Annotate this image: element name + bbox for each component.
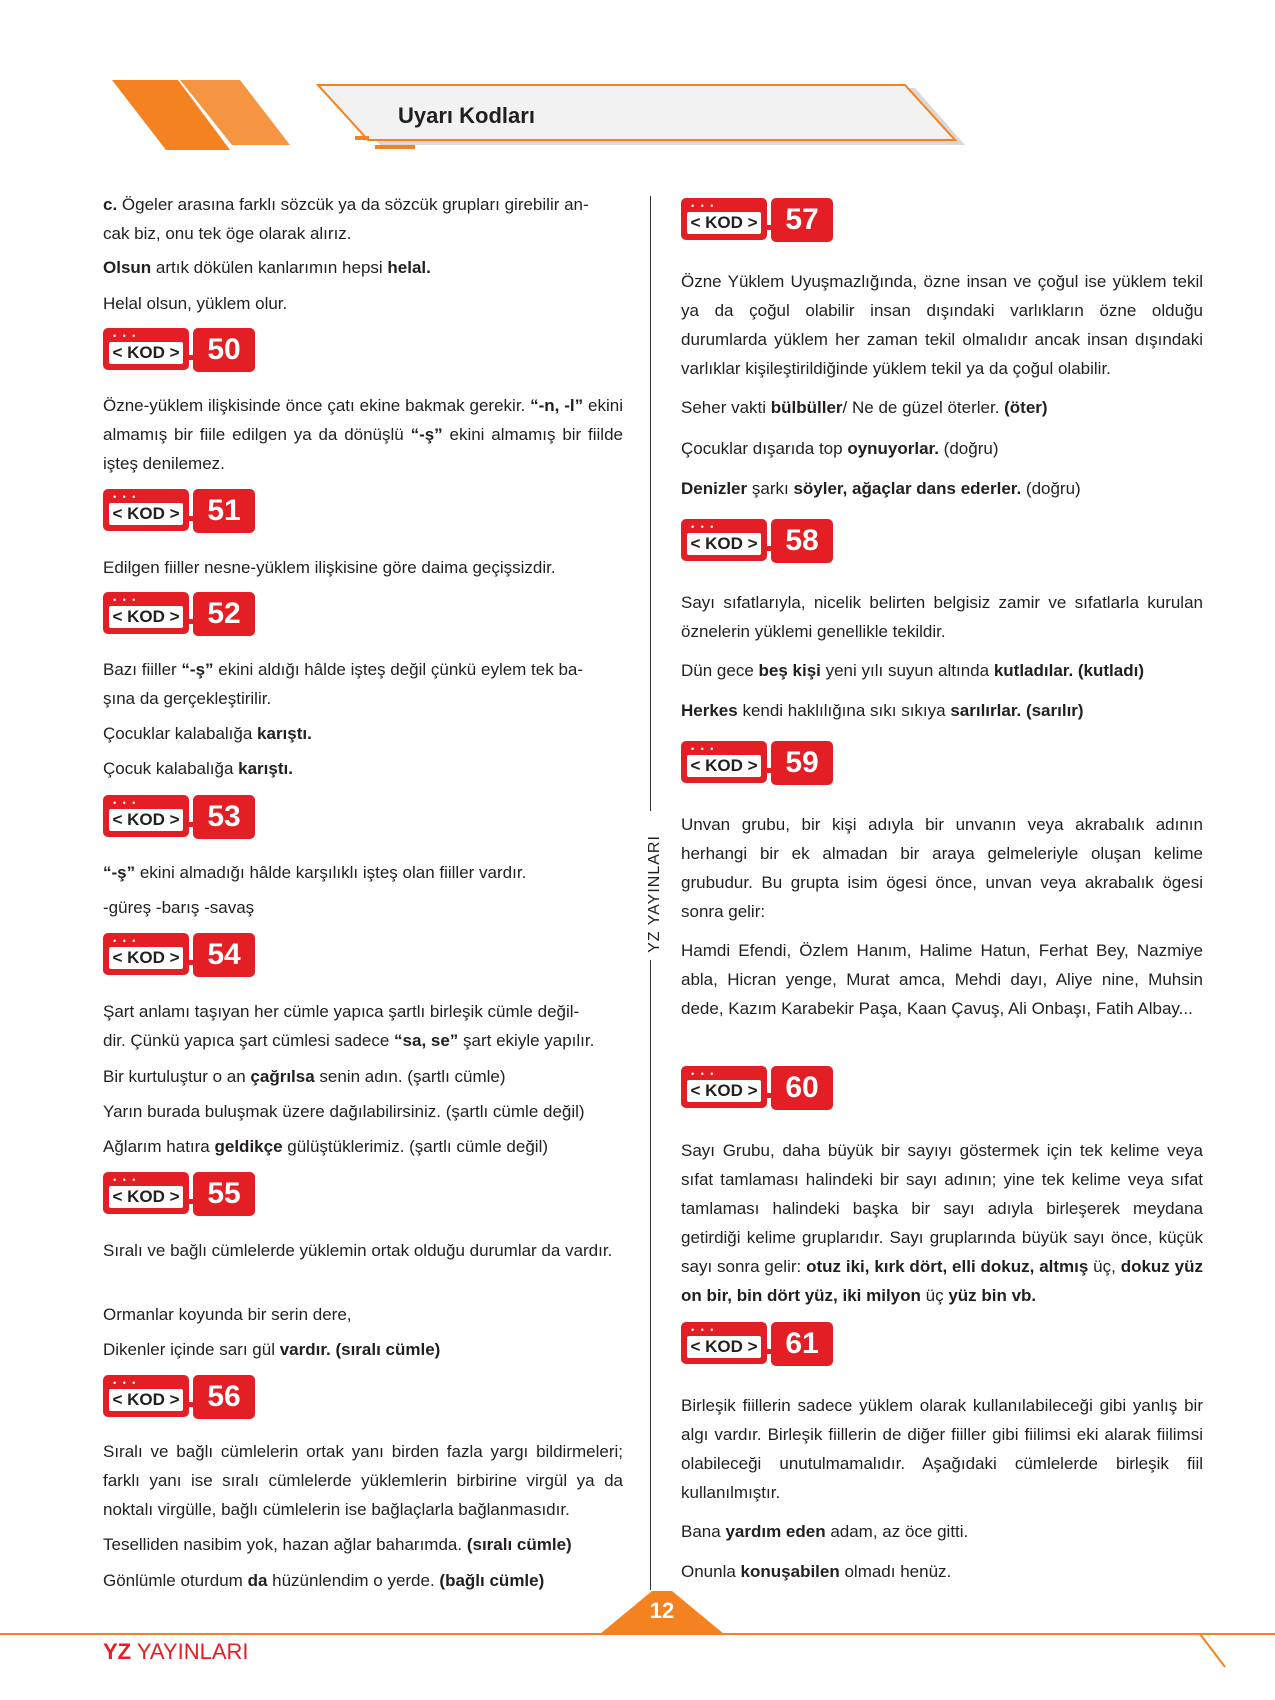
- left-p12: Bir kurtuluştur o an çağrılsa senin adın. (şartlı cümle): [103, 1067, 506, 1086]
- kod-label: < KOD >: [109, 503, 183, 525]
- kod-badge-56: • • • < KOD > 56: [103, 1375, 273, 1421]
- kod-badge-53: • • • < KOD > 53: [103, 795, 273, 841]
- left-p13: Yarın burada buluşmak üzere dağılabilirsiniz. (şartlı cümle değil): [103, 1102, 585, 1121]
- right-p1: Özne Yüklem Uyuşmazlığında, özne insan ve çoğul ise yüklem tekil ya da çoğul olabilir insan dışındaki varlıkların özne olduğu durumlarda yüklem her zaman tekil olmalıdır ancak insan dışındaki varlıklar kişileştirildiğinde yüklem tekil ya da çoğul olabilir.: [681, 272, 1203, 378]
- right-p7: Herkes kendi haklılığına sıkı sıkıya sarılırlar. (sarılır): [681, 701, 1084, 720]
- kod-number: 53: [193, 795, 255, 839]
- kod-number: 51: [193, 489, 255, 533]
- side-label: YZ YAYINLARI: [646, 835, 663, 953]
- left-p14: Ağlarım hatıra geldikçe gülüştüklerimiz. (şartlı cümle değil): [103, 1137, 549, 1156]
- kod-number: 54: [193, 933, 255, 977]
- left-p5: Edilgen fiiller nesne-yüklem ilişkisine göre daima geçişsizdir.: [103, 558, 556, 577]
- right-p2: Seher vakti bülbüller/ Ne de güzel öterler. (öter): [681, 398, 1048, 417]
- kod-number: 61: [771, 1322, 833, 1366]
- right-p11: Birleşik fiillerin sadece yüklem olarak kullanılabileceği gibi yanlış bir algı vardır. Birleşik fiillerin de diğer fiiller gibi fiilimsi eki alarak fiilimsi olabileceği unutulmamalıdır. Aşağıdaki cümlelerde birleşik fiil kullanılmıştır.: [681, 1396, 1203, 1502]
- left-p16: Ormanlar koyunda bir serin dere,: [103, 1305, 352, 1324]
- kod-badge-52: • • • < KOD > 52: [103, 592, 273, 638]
- left-p19: Teselliden nasibim yok, hazan ağlar baharımda. (sıralı cümle): [103, 1535, 572, 1554]
- right-p13: Onunla konuşabilen olmadı henüz.: [681, 1562, 952, 1581]
- column-divider-bottom: [650, 960, 651, 1590]
- right-p12: Bana yardım eden adam, az öce gitti.: [681, 1522, 969, 1541]
- kod-badge-61: • • • < KOD > 61: [681, 1322, 851, 1368]
- page-title: Uyarı Kodları: [398, 103, 535, 128]
- kod-label: < KOD >: [687, 1336, 761, 1358]
- right-p10: Sayı Grubu, daha büyük bir sayıyı göstermek için tek kelime veya sıfat tamlaması halindeki bir sayı adının; yine tek kelime veya sıfat tamlaması halindeki başka bir sayı adıyla birleşerek meydana getirdiği kelime gruplarıdır. Sayı gruplarında büyük sayı önce, küçük sayı sonra gelir: otuz iki, kırk dört, elli dokuz, altmış üç, dokuz yüz on bir, bin dört yüz, iki milyon üç yüz bin vb.: [681, 1141, 1203, 1305]
- left-p7: Çocuklar kalabalığa karıştı.: [103, 724, 312, 743]
- kod-label: < KOD >: [109, 342, 183, 364]
- right-p6: Dün gece beş kişi yeni yılı suyun altında kutladılar. (kutladı): [681, 661, 1145, 680]
- kod-number: 50: [193, 328, 255, 372]
- kod-label: < KOD >: [109, 1186, 183, 1208]
- right-p8: Unvan grubu, bir kişi adıyla bir unvanın veya akrabalık adının herhangi bir ek almadan bir araya gelmeleriyle oluşan kelime grubudur. Bu grupta isim ögesi önce, unvan veya akrabalık ögesi sonra gelir:: [681, 815, 1203, 921]
- header-banner: [0, 0, 1275, 170]
- kod-number: 57: [771, 198, 833, 242]
- kod-number: 52: [193, 592, 255, 636]
- right-p5: Sayı sıfatlarıyla, nicelik belirten belgisiz zamir ve sıfatlarla kurulan öznelerin yüklemi genellikle tekildir.: [681, 593, 1203, 641]
- kod-number: 55: [193, 1172, 255, 1216]
- kod-number: 59: [771, 741, 833, 785]
- page-number: 12: [649, 1598, 675, 1623]
- kod-badge-50: • • • < KOD > 50: [103, 328, 273, 374]
- left-p20: Gönlümle oturdum da hüzünlendim o yerde. (bağlı cümle): [103, 1571, 545, 1590]
- left-p18: Sıralı ve bağlı cümlelerin ortak yanı birden fazla yargı bildirmeleri; farklı yanı ise sıralı cümlelerde yüklemlerin birbirine virgül ya da noktalı virgülle, bağlı cümlelerin ise bağlaçlarla bağlanmasıdır.: [103, 1442, 623, 1519]
- kod-badge-51: • • • < KOD > 51: [103, 489, 273, 535]
- kod-label: < KOD >: [687, 1080, 761, 1102]
- header-accent-small-2: [375, 145, 415, 149]
- left-p3: Helal olsun, yüklem olur.: [103, 294, 288, 313]
- kod-badge-54: • • • < KOD > 54: [103, 933, 273, 979]
- kod-number: 56: [193, 1375, 255, 1419]
- kod-badge-57: • • • < KOD > 57: [681, 198, 851, 244]
- kod-label: < KOD >: [109, 1389, 183, 1411]
- header-accent-small: [355, 136, 369, 140]
- left-p4: Özne-yüklem ilişkisinde önce çatı ekine bakmak gerekir. “-n, -l” ekini almamış bir fiile edilgen ya da dönüşlü “-ş” ekini almamış bir fiilde işteş denilemez.: [103, 396, 624, 473]
- column-divider-top: [650, 196, 651, 811]
- footer-brand-bold: YZ: [103, 1639, 132, 1664]
- kod-label: < KOD >: [687, 212, 761, 234]
- left-p15: Sıralı ve bağlı cümlelerde yüklemin ortak olduğu durumlar da vardır.: [103, 1241, 613, 1260]
- footer-brand-rest: YAYINLARI: [136, 1639, 249, 1664]
- right-p9: Hamdi Efendi, Özlem Hanım, Halime Hatun, Ferhat Bey, Nazmiye abla, Hicran yenge, Murat amca, Mehdi dayı, Aliye nine, Muhsin dede, Kazım Karabekir Paşa, Kaan Çavuş, Ali Onbaşı, Fatih Albay...: [681, 941, 1203, 1018]
- kod-badge-59: • • • < KOD > 59: [681, 741, 851, 787]
- left-p11: Şart anlamı taşıyan her cümle yapıca şartlı birleşik cümle değil- dir. Çünkü yapıca şart cümlesi sadece “sa, se” şart ekiyle yapılır.: [103, 1002, 595, 1050]
- kod-label: < KOD >: [687, 533, 761, 555]
- left-p1: c. Ögeler arasına farklı sözcük ya da sözcük grupları girebilir an- cak biz, onu tek öge olarak alırız.: [103, 195, 589, 243]
- right-p3: Çocuklar dışarıda top oynuyorlar. (doğru): [681, 439, 999, 458]
- right-p4: Denizler şarkı söyler, ağaçlar dans ederler. (doğru): [681, 479, 1081, 498]
- kod-label: < KOD >: [687, 755, 761, 777]
- left-p17: Dikenler içinde sarı gül vardır. (sıralı cümle): [103, 1340, 441, 1359]
- footer-brand: [103, 1639, 249, 1665]
- left-p6: Bazı fiiller “-ş” ekini aldığı hâlde işteş değil çünkü eylem tek ba- şına da gerçekleştirilir.: [103, 660, 584, 708]
- kod-badge-60: • • • < KOD > 60: [681, 1066, 851, 1112]
- kod-label: < KOD >: [109, 809, 183, 831]
- left-p10: -güreş -barış -savaş: [103, 898, 255, 917]
- left-p2: Olsun artık dökülen kanlarımın hepsi helal.: [103, 258, 431, 277]
- left-p9: “-ş” ekini almadığı hâlde karşılıklı işteş olan fiiller vardır.: [103, 863, 527, 882]
- kod-badge-58: • • • < KOD > 58: [681, 519, 851, 565]
- kod-badge-55: • • • < KOD > 55: [103, 1172, 273, 1218]
- kod-label: < KOD >: [109, 947, 183, 969]
- kod-label: < KOD >: [109, 606, 183, 628]
- kod-number: 58: [771, 519, 833, 563]
- left-p8: Çocuk kalabalığa karıştı.: [103, 759, 293, 778]
- kod-number: 60: [771, 1066, 833, 1110]
